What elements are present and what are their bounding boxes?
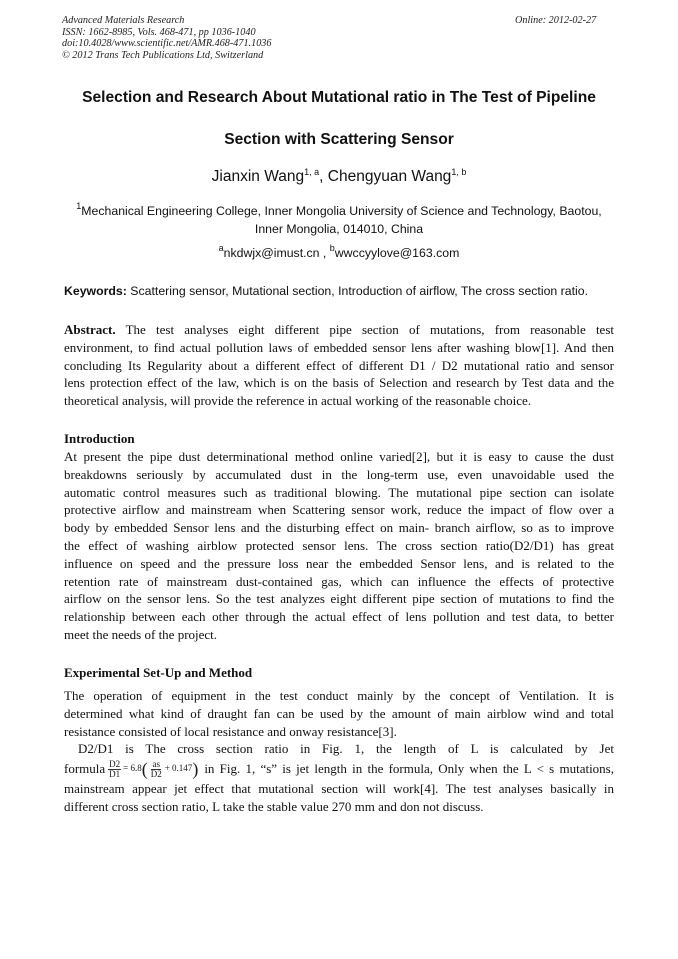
email-superscript: a [218,243,224,253]
abstract-label: Abstract. [64,322,116,337]
formula-line-text: in Fig. 1, “s” is jet length in the formula, Only when the L < s mutations, [204,761,614,777]
abstract-line: concluding Its Regularity about a different effect of different D1 / D2 mutational ratio and sensor [64,357,614,373]
affiliation [40,202,638,238]
formula-paren-open: ( [141,759,148,780]
introduction-paragraph [64,448,614,644]
abstract-line: theoretical analysis, will provide the reference in actual working of the reasonable choice. [64,393,532,409]
author-superscript: 1, b [451,167,467,177]
intro-line: the effect of washing airblow protected sensor lens. The cross section ratio(D2/D1) has great [64,537,614,553]
experimental-line: different cross section ratio, L take the stable value 270 mm and don not discuss. [64,798,484,814]
abstract-line: Abstract. The test analyses eight different pipe section of mutations, from reasonable test [64,322,614,337]
intro-line: retention rate of mainstream dust-contained gas, which can influence the effects of protective [64,573,614,589]
intro-line: meet the needs of the project. [64,626,218,642]
author-name: Jianxin Wang [211,168,305,185]
intro-line: body by embedded Sensor lens and the disturbing effect on main- branch airflow, so as to improve [64,520,614,536]
keywords [64,282,616,300]
intro-line: At present the pipe dust determinational method online varied[2], but it is easy to cause the dust [64,449,614,464]
email-address: wwccyylove@163.com [334,246,460,260]
copyright-line: © 2012 Trans Tech Publications Ltd, Switzerland [62,49,264,61]
author-emails: $^a$nkdwjx@imust.cn , $^b$wwccyylove@163.com [218,243,460,260]
author-separator: , [319,168,328,185]
title-line-2: Section with Scattering Sensor [224,131,454,148]
abstract-paragraph [64,321,614,410]
online-date: Online: 2012-02-27 [515,15,597,26]
author-superscript: 1, a [304,167,320,177]
abstract-line: lens protection effect of the law, which is on the basis of Selection and research by Test data and the [64,375,614,391]
formula-paren-close: ) [192,759,199,780]
formula-plus-term: + 0.147 [164,763,193,774]
formula-inner-fraction: $\frac{as}{D2}$ [150,758,162,779]
formula-line [64,758,614,780]
keywords-text: Scattering sensor, Mutational section, Introduction of airflow, The cross section ratio. [126,284,589,298]
formula-label: formula [64,761,106,777]
experimental-paragraph-1 [64,687,614,816]
intro-line: influence on speed and the pressure loss near the embedded Sensor lens, and is related to the [64,555,614,571]
experimental-line: The operation of equipment in the test conduct mainly by the concept of Ventilation. It is [64,688,614,703]
experimental-line: D2/D1 is The cross section ratio in Fig. 1, the length of L is calculated by Jet [78,741,614,757]
affiliation-line-1: $^1$Mechanical Engineering College, Inner Mongolia University of Science and Technology, Baotou, [76,201,602,218]
jet-formula [106,760,198,779]
introduction-heading: Introduction [64,431,135,446]
experimental-heading: Experimental Set-Up and Method [64,665,253,680]
journal-header [62,15,271,61]
intro-line: airflow on the sensor lens. So the test analyzes eight different pipe section of mutations to find the [64,591,614,607]
email-superscript: b [329,243,335,253]
author-name: Chengyuan Wang [327,168,452,185]
formula-lhs-fraction: $\frac{D2}{D1}$ [109,758,121,779]
author-list [30,166,648,188]
intro-line: protective airflow and mainstream when Scattering sensor work, reduce the impact of flow over a [64,502,614,518]
experimental-line: mainstream appear jet effect that mutational section will work[4]. The test analyses basically in [64,781,614,797]
keywords-label: Keywords: [64,284,127,298]
email-address: nkdwjx@imust.cn [223,246,320,260]
paper-title [30,88,648,150]
abstract-line: environment, to find actual pollution laws of embedded sensor lens after washing blow[1]. And then [64,339,614,355]
doi-line: doi:10.4028/www.scientific.net/AMR.468-471.1036 [62,38,272,49]
title-line-1: Selection and Research About Mutational ratio in The Test of Pipeline [82,89,596,106]
experimental-line: determined what kind of draught fan can be used by the amount of main airblow wind and total [64,705,614,721]
formula-equals: = 6.8 [123,763,142,774]
affiliation-superscript: 1 [76,201,82,211]
affiliation-line-2: Inner Mongolia, 014010, China [254,222,424,236]
journal-name: Advanced Materials Research [62,15,185,26]
issn-line: ISSN: 1662-8985, Vols. 468-471, pp 1036-1040 [62,26,256,38]
intro-line: automatic control measures such as traditional blowing. The mutational pipe section can isolate [64,484,614,500]
intro-line: relationship between each other through the actual effect of lens pollution and test data, to better [64,609,614,625]
intro-line: breakdowns seriously by accumulated dust in the long-term use, even unavoidable used the [64,466,614,482]
experimental-line: resistance consisted of local resistance and onway resistance[3]. [64,723,397,739]
